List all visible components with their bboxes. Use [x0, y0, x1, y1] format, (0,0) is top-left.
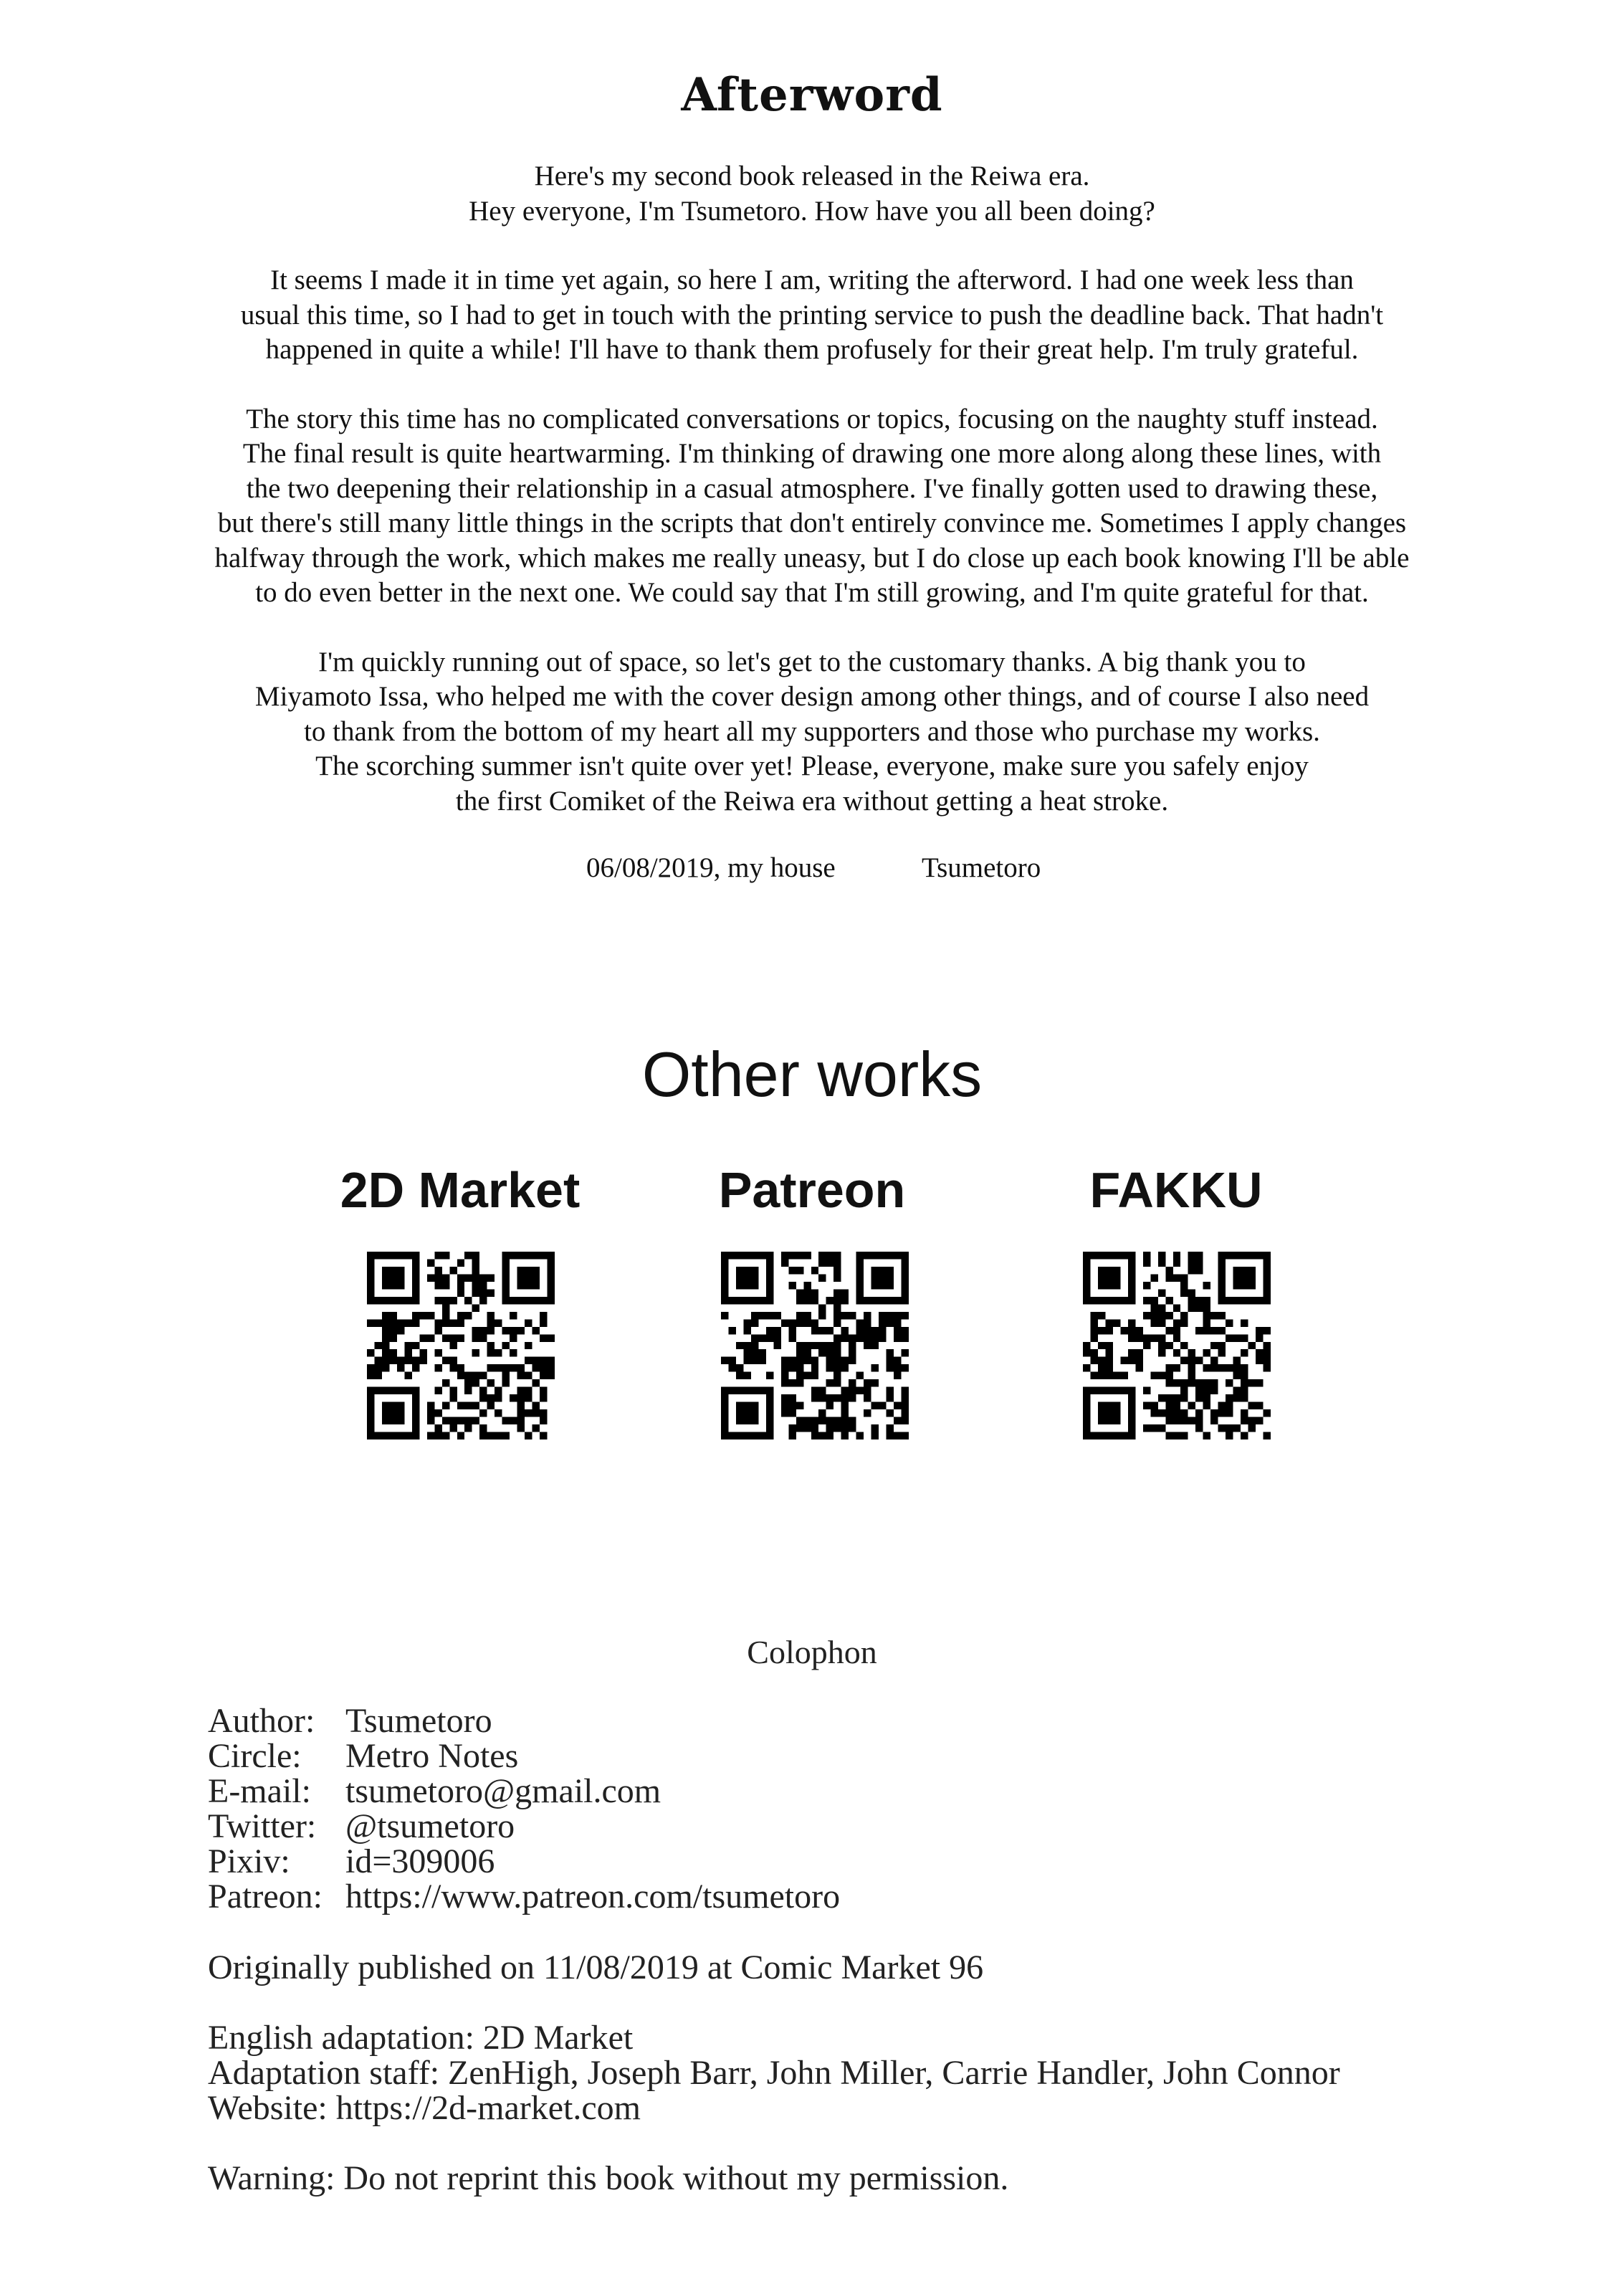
afterword-line: happened in quite a while! I'll have to thank them profusely for their great help. I'm truly grateful. [265, 334, 1359, 365]
detail-key: Twitter: [208, 1807, 317, 1845]
afterword-line: Miyamoto Issa, who helped me with the cover design among other things, and of course I also need [254, 681, 1370, 712]
afterword-body [143, 159, 1481, 853]
afterword-paragraph-4 [143, 645, 1481, 819]
detail-key: Author: [208, 1702, 315, 1740]
afterword-line: the two deepening their relationship in a casual atmosphere. I've finally gotten used to drawing these, [246, 472, 1378, 504]
reprint-warning: Warning: Do not reprint this book without my permission. [208, 2159, 1009, 2197]
afterword-paragraph-2 [143, 263, 1481, 368]
afterword-line: to thank from the bottom of my heart all my supporters and those who purchase my works. [304, 715, 1320, 747]
afterword-paragraph-1 [143, 159, 1481, 229]
detail-value: id=309006 [345, 1842, 495, 1880]
colophon-title: Colophon [747, 1634, 877, 1670]
adaptation-staff: Adaptation staff: ZenHigh, Joseph Barr, John Miller, Carrie Handler, John Connor [208, 2054, 1340, 2092]
work-label-fakku: FAKKU [1089, 1162, 1263, 1218]
qr-code-icon[interactable] [721, 1252, 909, 1439]
detail-value: @tsumetoro [345, 1807, 515, 1845]
afterword-title: Afterword [681, 68, 943, 122]
colophon-row-patreon [208, 1879, 840, 1914]
afterword-line: The scorching summer isn't quite over yet! Please, everyone, make sure you safely enjoy [315, 751, 1309, 781]
afterword-line: usual this time, so I had to get in touch with the printing service to push the deadline back. That hadn't [240, 299, 1384, 330]
signature-date: 06/08/2019, my house [586, 852, 836, 883]
colophon-row-circle [208, 1738, 840, 1774]
english-adaptation: English adaptation: 2D Market [208, 2019, 634, 2057]
detail-key: E-mail: [208, 1772, 311, 1810]
detail-value[interactable]: https://www.patreon.com/tsumetoro [345, 1877, 841, 1915]
published-note: Originally published on 11/08/2019 at Comic Market 96 [208, 1948, 984, 1986]
detail-key: Patreon: [208, 1877, 323, 1915]
afterword-line: The story this time has no complicated conversations or topics, focusing on the naughty stuff instead. [246, 403, 1378, 434]
colophon-row-author [208, 1703, 840, 1738]
detail-value: Tsumetoro [345, 1702, 492, 1740]
colophon-details [208, 1703, 840, 1914]
afterword-line: I'm quickly running out of space, so let's get to the customary thanks. A big thank you to [318, 646, 1306, 677]
signature-name: Tsumetoro [922, 852, 1041, 883]
afterword-line: The final result is quite heartwarming. I'm thinking of drawing one more along along these lines, with [242, 438, 1382, 469]
work-fakku [1011, 1161, 1341, 1219]
afterword-line: to do even better in the next one. We could say that I'm still growing, and I'm quite grateful for that. [255, 577, 1369, 608]
afterword-line: It seems I made it in time yet again, so here I am, writing the afterword. I had one week less than [270, 265, 1354, 295]
detail-value: Metro Notes [345, 1737, 519, 1775]
work-patreon [647, 1161, 977, 1219]
work-label-patreon: Patreon [718, 1162, 906, 1218]
detail-key: Pixiv: [208, 1842, 290, 1880]
colophon-row-pixiv [208, 1844, 840, 1879]
detail-key: Circle: [208, 1737, 302, 1775]
colophon-row-twitter [208, 1809, 840, 1844]
work-label-2d-market: 2D Market [340, 1162, 581, 1218]
afterword-line: halfway through the work, which makes me really uneasy, but I do close up each book knowing I'll be able [214, 542, 1410, 574]
qr-code-icon[interactable] [1083, 1252, 1271, 1439]
detail-value[interactable]: tsumetoro@gmail.com [345, 1772, 661, 1810]
afterword-paragraph-3 [143, 402, 1481, 611]
afterword-line: Hey everyone, I'm Tsumetoro. How have you all been doing? [469, 195, 1155, 227]
colophon-row-email [208, 1774, 840, 1809]
other-works-title: Other works [641, 1039, 983, 1110]
website-link[interactable]: Website: https://2d-market.com [208, 2089, 641, 2127]
afterword-line: Here's my second book released in the Reiwa era. [534, 161, 1090, 191]
afterword-line: the first Comiket of the Reiwa era without getting a heat stroke. [455, 785, 1169, 817]
qr-code-icon[interactable] [367, 1252, 555, 1439]
afterword-line: but there's still many little things in the scripts that don't entirely convince me. Sometimes I apply changes [217, 508, 1407, 538]
work-2d-market [295, 1161, 625, 1219]
